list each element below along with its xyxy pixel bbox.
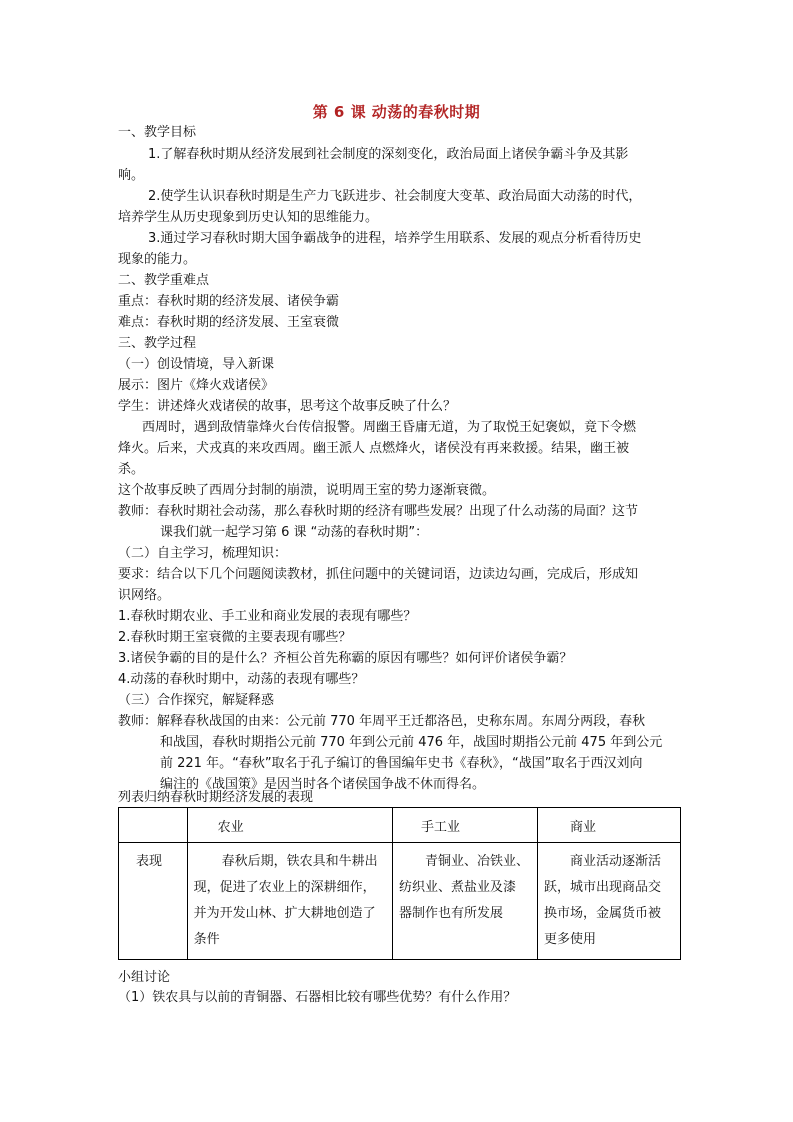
question-item: 4.动荡的春秋时期中，动荡的表现有哪些？: [118, 672, 365, 687]
text-line: 这个故事反映了西周分封制的崩溃，说明周王室的势力逐渐衰微。: [118, 483, 496, 498]
table-caption: 列表归纳春秋时期经济发展的表现: [118, 790, 314, 805]
text-line: 前 221 年。“春秋”取名于孔子编订的鲁国编年史书《春秋》，“战国”取名于西汉刘向: [160, 756, 643, 771]
cell-line: 商业活动逐渐活: [569, 854, 661, 869]
section-heading: 三、教学过程: [118, 336, 197, 351]
table-header-empty: [119, 808, 188, 843]
text-line: 教师：解释春秋战国的由来：公元前 770 年周平王迁都洛邑，史称东周。东周分两段，春秋: [118, 714, 646, 729]
text-line: 1.了解春秋时期从经济发展到社会制度的深刻变化，政治局面上诸侯争霸斗争及其影: [148, 147, 629, 162]
cell-line: 条件: [193, 932, 220, 947]
text-line: 教师：春秋时期社会动荡，那么春秋时期的经济有哪些发展？出现了什么动荡的局面？这节: [118, 504, 639, 519]
cell-line: 纺织业、煮盐业及漆: [398, 880, 516, 895]
text-line: 难点：春秋时期的经济发展、王室衰微: [118, 315, 340, 330]
cell-line: 更多使用: [543, 932, 596, 947]
text-line: 培养学生从历史现象到历史认知的思维能力。: [118, 210, 379, 225]
cell-line: 现，促进了农业上的深耕细作，: [193, 880, 376, 895]
section-heading: 小组讨论: [118, 970, 171, 985]
cell-line: 并为开发山林、扩大耕地创造了: [193, 906, 376, 921]
table-row: [119, 843, 681, 960]
table-header-commerce: 商业: [537, 808, 680, 843]
page-title: 第 6 课 动荡的春秋时期: [312, 103, 481, 121]
table-row-label: 表现: [119, 843, 188, 960]
text-line: 识网络。: [118, 588, 171, 603]
economy-table: [118, 807, 681, 960]
cell-line: 春秋后期，铁农具和牛耕出: [221, 854, 378, 869]
table-header-agriculture: 农业: [187, 808, 392, 843]
subsection-heading: （二）自主学习，梳理知识：: [118, 546, 288, 561]
text-line: 3.通过学习春秋时期大国争霸战争的进程，培养学生用联系、发展的观点分析看待历史: [148, 231, 642, 246]
cell-line: 青铜业、冶铁业、: [424, 854, 529, 869]
text-line: 响。: [118, 168, 145, 183]
question-item: 3.诸侯争霸的目的是什么？齐桓公首先称霸的原因有哪些？如何评价诸侯争霸？: [118, 651, 573, 666]
text-line: 要求：结合以下几个问题阅读教材，抓住问题中的关键词语，边读边勾画，完成后，形成知: [118, 567, 639, 582]
table-cell-commerce: [537, 843, 680, 960]
question-item: （1）铁农具与以前的青铜器、石器相比较有哪些优势？有什么作用？: [118, 990, 517, 1005]
text-line: 课我们就一起学习第 6 课 “动荡的春秋时期”：: [160, 525, 429, 540]
text-line: 2.使学生认识春秋时期是生产力飞跃进步、社会制度大变革、政治局面大动荡的时代，: [148, 189, 642, 204]
cell-line: 跃，城市出现商品交: [543, 880, 661, 895]
cell-line: 器制作也有所发展: [398, 906, 503, 921]
table-header-handicraft: 手工业: [392, 808, 537, 843]
cell-line: 换市场，金属货币被: [543, 906, 661, 921]
table-cell-handicraft: [392, 843, 537, 960]
text-line: 烽火。后来，犬戎真的来攻西周。幽王派人 点燃烽火，诸侯没有再来救援。结果，幽王被: [118, 441, 630, 456]
text-line: 重点：春秋时期的经济发展、诸侯争霸: [118, 294, 340, 309]
question-item: 1.春秋时期农业、手工业和商业发展的表现有哪些？: [118, 609, 417, 624]
question-item: 2.春秋时期王室衰微的主要表现有哪些？: [118, 630, 352, 645]
section-heading: 二、教学重难点: [118, 273, 210, 288]
text-line: 和战国，春秋时期指公元前 770 年到公元前 476 年，战国时期指公元前 475 年到公元: [160, 735, 663, 750]
text-line: 展示：图片《烽火戏诸侯》: [118, 378, 275, 393]
subsection-heading: （一）创设情境，导入新课: [118, 357, 275, 372]
text-line: 现象的能力。: [118, 252, 197, 267]
subsection-heading: （三）合作探究，解疑释惑: [118, 693, 275, 708]
text-line: 杀。: [118, 462, 145, 477]
section-heading: 一、教学目标: [118, 125, 197, 140]
text-line: 学生：讲述烽火戏诸侯的故事，思考这个故事反映了什么？: [118, 399, 457, 414]
table-cell-agriculture: [187, 843, 392, 960]
text-line: 编注的《战国策》是因当时各个诸侯国争战不休而得名。: [160, 777, 486, 792]
text-line: 西周时，遇到敌情靠烽火台传信报警。周幽王昏庸无道，为了取悦王妃褒姒，竟下令燃: [142, 420, 637, 435]
table-header-row: [119, 808, 681, 843]
